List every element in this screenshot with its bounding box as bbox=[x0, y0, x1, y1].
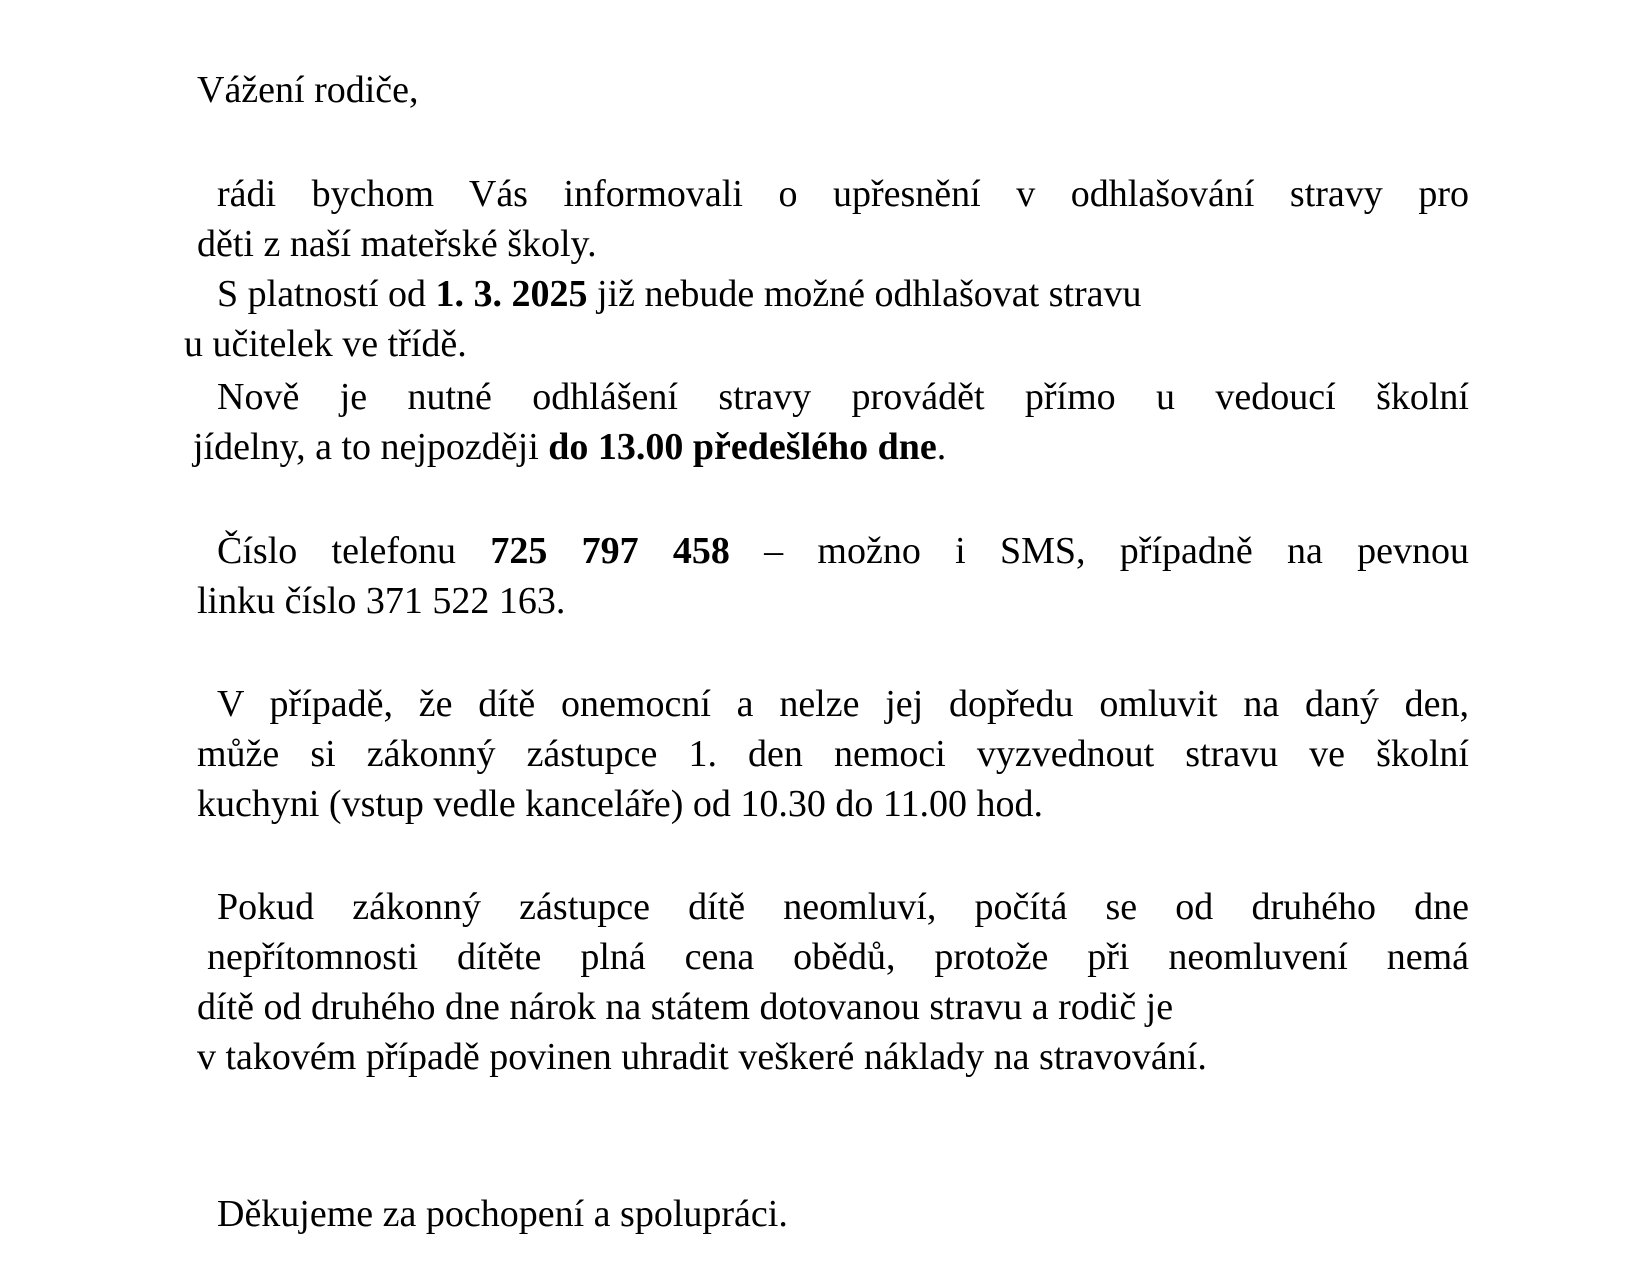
paragraph-6-line-2: nepřítomnosti dítěte plná cena obědů, protože při neomluvení nemá bbox=[207, 936, 1469, 978]
paragraph-1-line-1: rádi bychom Vás informovali o upřesnění v odhlašování stravy pro bbox=[217, 173, 1469, 215]
paragraph-2-line-2: u učitelek ve třídě. bbox=[184, 323, 467, 365]
salutation: Vážení rodiče, bbox=[197, 69, 419, 111]
deadline-intro: jídelny, a to nejpozději bbox=[193, 426, 549, 468]
closing: Děkujeme za pochopení a spolupráci. bbox=[217, 1193, 788, 1235]
paragraph-5-line-3: kuchyni (vstup vedle kanceláře) od 10.30 do 11.00 hod. bbox=[197, 783, 1044, 825]
paragraph-3-line-1: Nově je nutné odhlášení stravy provádět přímo u vedoucí školní bbox=[217, 376, 1469, 418]
phone-alternatives: – možno i SMS, případně na pevnou bbox=[764, 530, 1470, 572]
deadline: do 13.00 předešlého dne bbox=[548, 426, 937, 468]
deadline-end: . bbox=[936, 426, 947, 468]
paragraph-3-line-2 bbox=[193, 423, 946, 471]
paragraph-6-line-4: v takovém případě povinen uhradit veškeré náklady na stravování. bbox=[197, 1036, 1207, 1078]
validity-date: 1. 3. 2025 bbox=[435, 273, 588, 315]
paragraph-6-line-1: Pokud zákonný zástupce dítě neomluví, počítá se od druhého dne bbox=[217, 886, 1469, 928]
paragraph-2-line-1 bbox=[217, 270, 1142, 318]
validity-text-end: již nebude možné odhlašovat stravu bbox=[587, 273, 1142, 315]
paragraph-1-line-2: děti z naší mateřské školy. bbox=[197, 223, 597, 265]
validity-text: S platností od bbox=[217, 273, 436, 315]
paragraph-5-line-1: V případě, že dítě onemocní a nelze jej dopředu omluvit na daný den, bbox=[217, 683, 1469, 725]
phone-intro: Číslo telefonu bbox=[217, 530, 491, 572]
phone-number: 725 797 458 bbox=[490, 530, 730, 572]
paragraph-4-line-1 bbox=[217, 527, 1469, 575]
paragraph-5-line-2: může si zákonný zástupce 1. den nemoci vyzvednout stravu ve školní bbox=[197, 733, 1469, 775]
paragraph-6-line-3: dítě od druhého dne nárok na státem dotovanou stravu a rodič je bbox=[197, 986, 1174, 1028]
paragraph-4-line-2: linku číslo 371 522 163. bbox=[197, 580, 566, 622]
